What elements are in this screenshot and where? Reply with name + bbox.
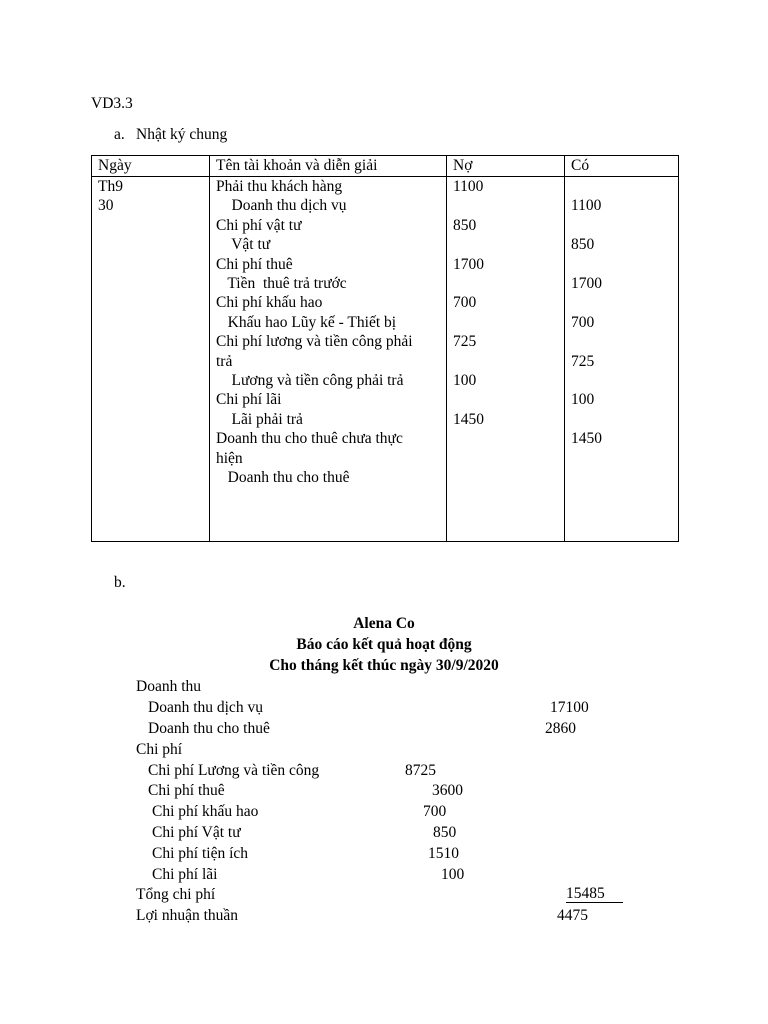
account-cell xyxy=(210,177,447,542)
expense-amount: 8725 xyxy=(405,762,436,779)
statement-period: Cho tháng kết thúc ngày 30/9/2020 xyxy=(269,657,499,674)
expense-heading: Chi phí xyxy=(136,741,183,758)
total-expense-label: Tổng chi phí xyxy=(136,886,216,903)
revenue-label: Doanh thu cho thuê xyxy=(148,720,270,737)
date-line: Th9 xyxy=(98,178,123,195)
net-income-label: Lợi nhuận thuần xyxy=(136,907,239,924)
expense-label: Chi phí tiện ích xyxy=(152,845,249,862)
general-journal-table xyxy=(91,155,679,542)
account-line: Lãi phải trả xyxy=(216,410,303,428)
header-date: Ngày xyxy=(92,156,210,177)
expense-amount: 850 xyxy=(433,824,457,841)
account-line: Chi phí lãi xyxy=(216,391,282,409)
expense-label: Chi phí thuê xyxy=(148,782,225,799)
credit-line: 1450 xyxy=(571,430,602,448)
debit-line xyxy=(453,196,558,215)
debit-line xyxy=(453,235,558,254)
expense-label: Chi phí Lương và tiền công xyxy=(148,762,320,779)
credit-line: 1100 xyxy=(571,197,602,215)
exercise-title: VD3.3 xyxy=(91,95,133,112)
account-line: Tiền thuê trả trước xyxy=(216,275,347,293)
credit-line xyxy=(571,332,672,351)
debit-line xyxy=(453,352,558,371)
credit-line: 1700 xyxy=(571,274,602,292)
revenue-heading: Doanh thu xyxy=(136,678,202,695)
account-line: trả xyxy=(216,352,233,370)
account-line: Phải thu khách hàng xyxy=(216,178,343,195)
revenue-amount: 17100 xyxy=(550,699,589,716)
expense-label: Chi phí lãi xyxy=(152,866,218,883)
expense-amount: 1510 xyxy=(428,845,459,862)
header-credit: Có xyxy=(565,156,679,177)
company-name: Alena Co xyxy=(353,615,415,632)
header-account: Tên tài khoản và diễn giải xyxy=(210,156,447,177)
journal-entry-row xyxy=(92,177,679,542)
account-line: Vật tư xyxy=(216,236,271,254)
expense-amount: 700 xyxy=(423,803,447,820)
credit-cell xyxy=(565,177,679,542)
credit-line xyxy=(571,177,672,196)
debit-line: 700 xyxy=(453,294,477,312)
account-line: Doanh thu cho thuê chưa thực xyxy=(216,430,403,448)
revenue-label: Doanh thu dịch vụ xyxy=(148,699,263,716)
credit-line xyxy=(571,255,672,274)
account-line: Lương và tiền công phải trả xyxy=(216,372,404,390)
statement-title: Báo cáo kết quả hoạt động xyxy=(296,636,472,653)
account-line: Chi phí vật tư xyxy=(216,216,302,234)
credit-line xyxy=(571,371,672,390)
account-line: Doanh thu cho thuê xyxy=(216,469,350,487)
credit-line xyxy=(571,216,672,235)
account-line: Khấu hao Lũy kế - Thiết bị xyxy=(216,313,397,331)
debit-line xyxy=(453,274,558,293)
part-b-marker: b. xyxy=(114,574,126,591)
date-cell xyxy=(92,177,210,542)
expense-amount: 100 xyxy=(441,866,465,883)
credit-line: 100 xyxy=(571,391,595,409)
account-line: Chi phí khấu hao xyxy=(216,294,323,312)
credit-line: 700 xyxy=(571,313,595,331)
account-line: Chi phí thuê xyxy=(216,255,293,273)
debit-line: 850 xyxy=(453,216,477,234)
account-line: hiện xyxy=(216,449,243,467)
debit-cell xyxy=(447,177,565,542)
part-a-heading: Nhật ký chung xyxy=(136,126,228,143)
account-line: Doanh thu dịch vụ xyxy=(216,197,347,215)
credit-line: 850 xyxy=(571,236,595,254)
debit-line: 1450 xyxy=(453,410,484,428)
credit-line: 725 xyxy=(571,352,595,370)
net-income-amount: 4475 xyxy=(557,907,588,924)
credit-line xyxy=(571,293,672,312)
part-a-marker: a. xyxy=(114,126,125,143)
debit-line: 1700 xyxy=(453,255,484,273)
revenue-amount: 2860 xyxy=(545,720,576,737)
header-debit: Nợ xyxy=(447,156,565,177)
debit-line xyxy=(453,390,558,409)
expense-amount: 3600 xyxy=(432,782,463,799)
expense-label: Chi phí khấu hao xyxy=(152,803,259,820)
journal-header-row xyxy=(92,156,679,177)
credit-line xyxy=(571,410,672,429)
debit-line: 1100 xyxy=(453,178,484,195)
date-line: 30 xyxy=(98,197,114,215)
account-line: Chi phí lương và tiền công phải xyxy=(216,333,413,351)
expense-label: Chi phí Vật tư xyxy=(152,824,241,841)
total-expense-amount: 15485 xyxy=(566,885,623,903)
debit-line: 100 xyxy=(453,371,477,389)
debit-line xyxy=(453,313,558,332)
debit-line: 725 xyxy=(453,333,477,351)
